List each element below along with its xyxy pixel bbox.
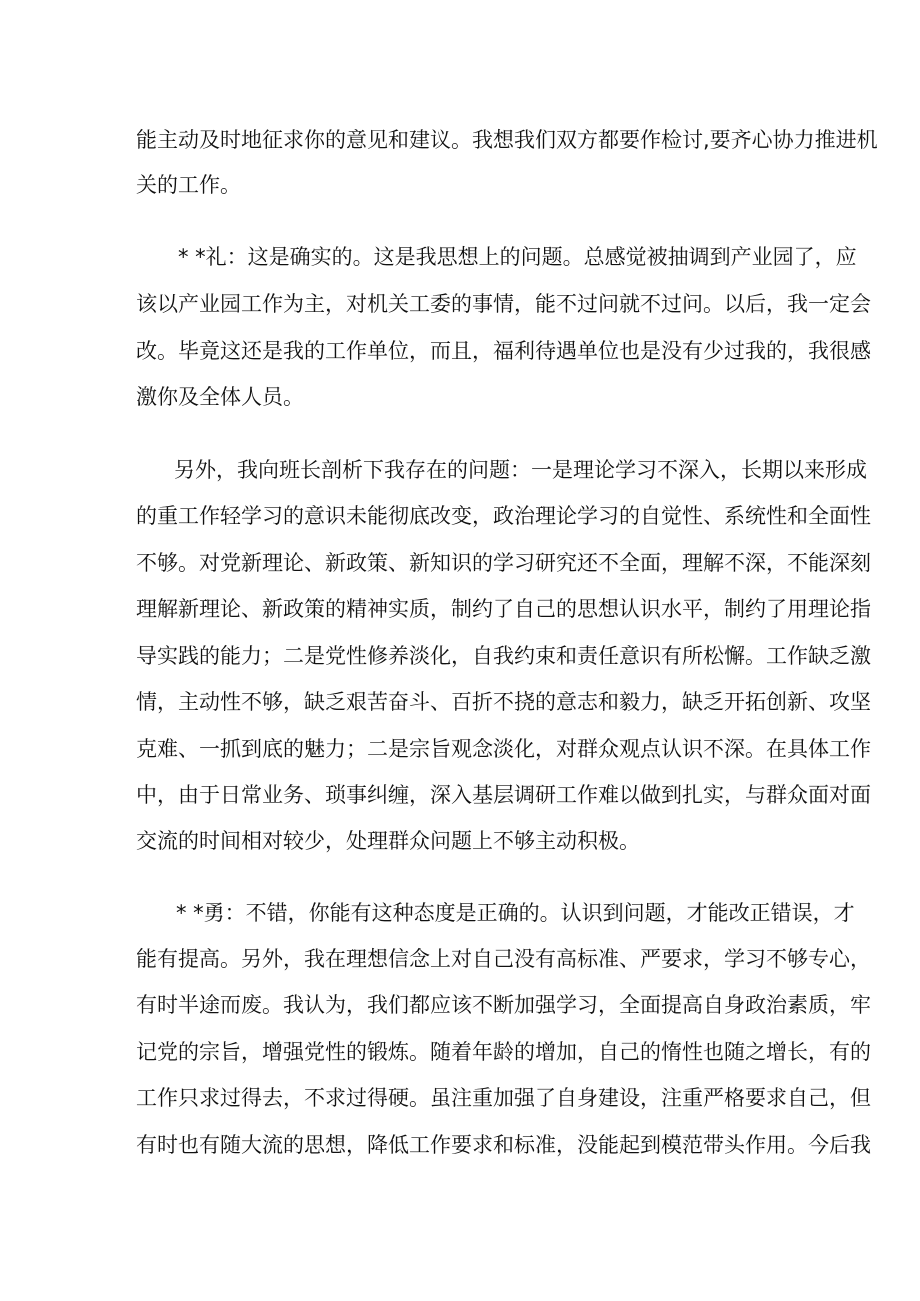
text-line: 不够。对党新理论、新政策、新知识的学习研究还不全面，理解不深，不能深刻: [136, 551, 871, 575]
text-line: 能有提高。另外，我在理想信念上对自己没有高标准、严要求，学习不够专心，: [136, 947, 871, 971]
text-line: 有时半途而废。我认为，我们都应该不断加强学习，全面提高自身政治素质，牢: [136, 993, 871, 1017]
text-line: 能主动及时地征求你的意见和建议。我想我们双方都要作检讨,要齐心协力推进机: [136, 128, 878, 152]
text-line: 克难、一抓到底的魅力；二是宗旨观念淡化，对群众观点认识不深。在具体工作: [136, 737, 871, 761]
text-line: 理解新理论、新政策的精神实质，制约了自己的思想认识水平，制约了用理论指: [136, 597, 871, 621]
text-line: 导实践的能力；二是党性修养淡化，自我约束和责任意识有所松懈。工作缺乏激: [136, 644, 871, 668]
text-line: 记党的宗旨，增强党性的锻炼。随着年龄的增加，自己的惰性也随之增长，有的: [136, 1040, 871, 1064]
text-line: 有时也有随大流的思想，降低工作要求和标准，没能起到模范带头作用。今后我: [136, 1133, 871, 1157]
text-line: 另外，我向班长剖析下我存在的问题：一是理论学习不深入，长期以来形成: [174, 458, 867, 482]
text-line: 交流的时间相对较少，处理群众问题上不够主动积极。: [136, 829, 640, 853]
text-line: 工作只求过得去，不求过得硬。虽注重加强了自身建设，注重严格要求自己，但: [136, 1086, 871, 1110]
text-line: 情，主动性不够，缺乏艰苦奋斗、百折不挠的意志和毅力，缺乏开拓创新、攻坚: [136, 690, 871, 714]
text-line: 的重工作轻学习的意识未能彻底改变，政治理论学习的自觉性、系统性和全面性: [136, 504, 871, 528]
text-line: 改。毕竟这还是我的工作单位，而且，福利待遇单位也是没有少过我的，我很感: [136, 339, 871, 363]
text-line: * *礼：这是确实的。这是我思想上的问题。总感觉被抽调到产业园了，应: [178, 245, 857, 269]
text-line: 激你及全体人员。: [136, 385, 304, 409]
text-line: * *勇：不错，你能有这种态度是正确的。认识到问题，才能改正错误，才: [176, 901, 855, 925]
text-line: 该以产业园工作为主，对机关工委的事情，能不过问就不过问。以后，我一定会: [136, 292, 871, 316]
text-line: 中，由于日常业务、琐事纠缠，深入基层调研工作难以做到扎实，与群众面对面: [136, 783, 871, 807]
text-line: 关的工作。: [136, 173, 241, 197]
